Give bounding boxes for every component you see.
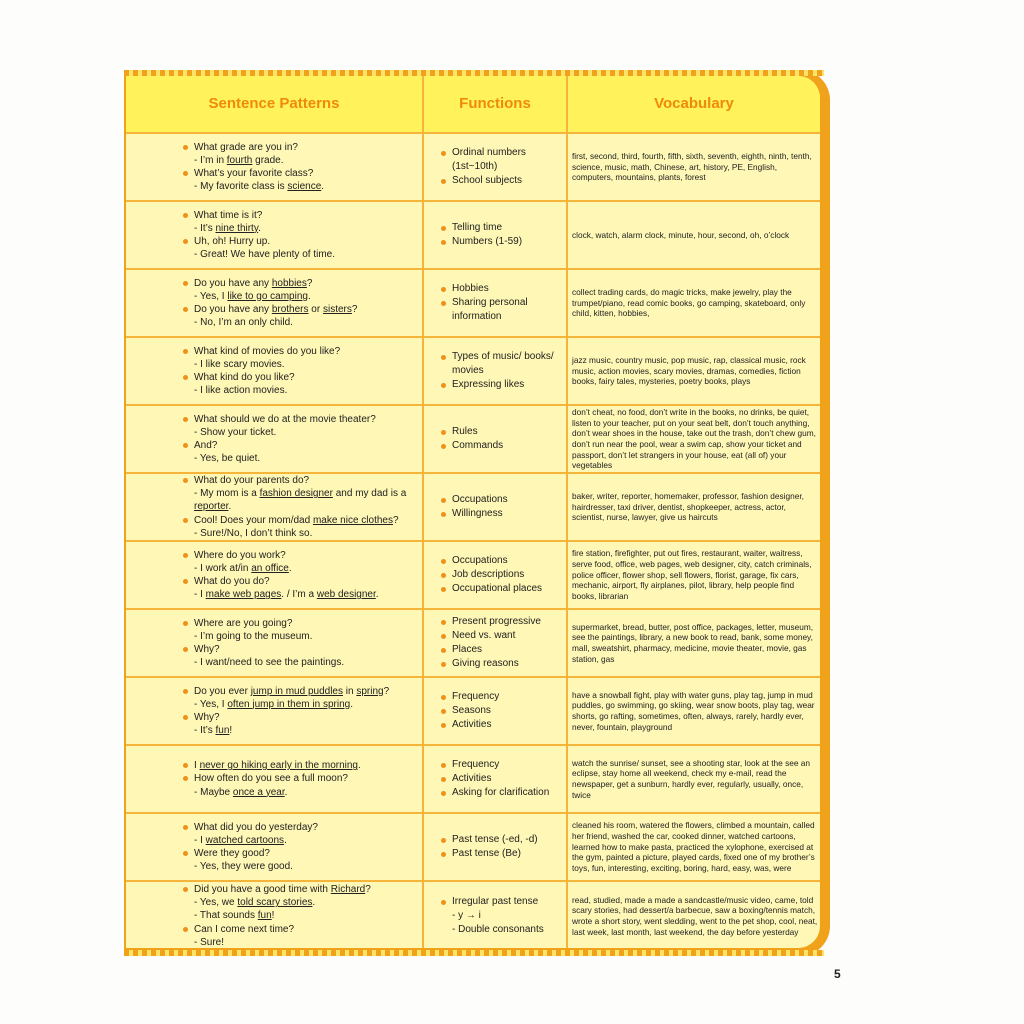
table-body — [126, 134, 820, 948]
table-header — [126, 76, 820, 134]
pattern-text: Why? — [194, 644, 220, 655]
function-item: Need vs. want — [440, 629, 568, 643]
pattern-answer — [182, 487, 422, 500]
underlined-term: science — [287, 181, 322, 193]
pattern-text: . — [312, 897, 316, 909]
pattern-text: What kind of movies do you like? — [194, 345, 341, 357]
pattern-text: Cool! Does your mom/dad — [194, 514, 313, 526]
pattern-text: ! — [229, 725, 233, 737]
vocabulary-cell — [572, 882, 818, 948]
function-item: Past tense (Be) — [440, 847, 568, 861]
pattern-text: - I’m going to the museum. — [194, 630, 313, 642]
pattern-question — [182, 514, 422, 527]
pattern-text: Can I come next time? — [194, 923, 295, 935]
table-row — [126, 542, 820, 610]
sentence-patterns-cell — [182, 814, 422, 880]
pattern-answer — [182, 154, 422, 167]
header-vocabulary: Vocabulary — [654, 95, 734, 112]
underlined-term: nine thirty — [215, 222, 259, 234]
function-item: Past tense (-ed, -d) — [440, 833, 568, 847]
pattern-text: - My mom is a — [194, 488, 260, 500]
function-item: Numbers (1-59) — [440, 235, 568, 249]
pattern-text: Do you ever — [194, 685, 251, 697]
underlined-term: Richard — [330, 883, 366, 895]
function-item: Activities — [440, 772, 568, 786]
pattern-question — [182, 209, 422, 222]
function-item: Expressing likes — [440, 378, 568, 392]
function-item: Willingness — [440, 507, 568, 521]
pattern-question — [182, 413, 422, 426]
pattern-answer — [182, 452, 422, 465]
pattern-question — [182, 711, 422, 724]
pattern-text: What do your parents do? — [194, 475, 310, 486]
pattern-answer — [182, 630, 422, 643]
pattern-text: ! — [271, 910, 275, 922]
pattern-question — [182, 474, 422, 487]
functions-cell — [440, 814, 568, 880]
pattern-text: - Yes, I — [194, 290, 228, 302]
vocabulary-text: read, studied, made a made a sandcastle/music video, came, told scary stories, had dessert/a barbecue, saw a boxing/tennis match, wrote a short story, went sledding, went to the pet shop, cool, neat, last week, last month, last weekend, the day before yesterday — [572, 894, 818, 937]
pattern-text: - No, I’m an only child. — [194, 317, 293, 329]
pattern-text: in — [342, 685, 357, 697]
pattern-text: . — [228, 501, 232, 513]
underlined-term: make nice clothes — [312, 514, 393, 526]
underlined-term: hobbies — [271, 277, 307, 289]
table-row — [126, 678, 820, 746]
vocabulary-text: fire station, firefighter, put out fires, restaurant, waiter, waitress, serve food, office, web pages, web designer, city, catch criminals, police officer, flower shop, sell flowers, florist, garage, fix cars, mechanic, airport, fly airplanes, pilot, library, help people find books, librarian — [572, 548, 812, 602]
underlined-term: web designer — [316, 589, 376, 601]
pattern-question — [182, 167, 422, 180]
pattern-text: Do you have any — [194, 304, 272, 315]
pattern-text: and my dad is a — [332, 488, 407, 500]
function-item: Asking for clarification — [440, 786, 568, 800]
pattern-answer — [182, 909, 422, 922]
function-item: Ordinal numbers — [440, 146, 568, 160]
underlined-term: sisters — [322, 304, 352, 315]
vocabulary-cell — [572, 270, 818, 336]
pattern-question — [182, 371, 422, 384]
underlined-term: fourth — [226, 154, 253, 166]
pattern-text: What did you do yesterday? — [194, 821, 318, 833]
pattern-text: - Maybe — [194, 786, 233, 798]
pattern-text: - I like scary movies. — [194, 358, 285, 370]
functions-cell — [440, 542, 568, 608]
table-row — [126, 814, 820, 882]
pattern-text: Were they good? — [194, 848, 270, 859]
pattern-text: ? — [306, 277, 313, 289]
vocabulary-cell — [572, 406, 818, 472]
vocabulary-text: watch the sunrise/ sunset, see a shooting star, look at the see an eclipse, stay home all weekend, check my e-mail, read the newspaper, get a sunburn, hardly ever, regularly, usually, once, twice — [572, 757, 810, 800]
vocabulary-text: first, second, third, fourth, fifth, sixth, seventh, eighth, ninth, tenth, science, music, math, Chinese, art, history, PE, English, computers, mountains, plants, forest — [572, 150, 812, 183]
pattern-question — [182, 685, 422, 698]
pattern-text: I — [194, 760, 200, 772]
pattern-text: . — [284, 786, 288, 798]
underlined-term: make web pages — [205, 589, 282, 601]
function-item: - Double consonants — [452, 924, 544, 936]
pattern-text: or — [308, 304, 323, 315]
pattern-text: ? — [393, 514, 399, 526]
pattern-answer — [182, 562, 422, 575]
pattern-text: Do you have any — [194, 277, 272, 289]
vocabulary-cell — [572, 610, 818, 676]
pattern-text: - I’m in — [194, 154, 227, 166]
pattern-answer — [182, 500, 422, 513]
pattern-text: What’s your favorite class? — [194, 168, 314, 179]
underlined-term: watched cartoons — [205, 834, 285, 846]
pattern-text: What should we do at the movie theater? — [194, 413, 376, 425]
function-item: Commands — [440, 439, 568, 453]
table-row — [126, 882, 820, 948]
pattern-answer — [182, 316, 422, 329]
underlined-term: reporter — [194, 501, 229, 513]
pattern-text: - I like action movies. — [194, 385, 288, 397]
table-row — [126, 134, 820, 202]
pattern-question — [182, 141, 422, 154]
pattern-answer — [182, 222, 422, 235]
pattern-text: . — [288, 562, 292, 574]
pattern-answer — [182, 527, 422, 540]
pattern-answer — [182, 358, 422, 371]
pattern-text: Did you have a good time with — [194, 883, 331, 895]
pattern-answer — [182, 180, 422, 193]
function-item: Places — [440, 643, 568, 657]
pattern-text: . — [284, 834, 287, 846]
pattern-text: ? — [365, 883, 371, 895]
function-item: Occupations — [440, 554, 568, 568]
function-item: Frequency — [440, 758, 568, 772]
pattern-question — [182, 345, 422, 358]
pattern-text: Where do you work? — [194, 549, 286, 561]
table-row — [126, 406, 820, 474]
table-row — [126, 338, 820, 406]
functions-cell — [440, 474, 568, 540]
pattern-text: - Sure! — [194, 936, 225, 948]
sentence-patterns-cell — [182, 134, 422, 200]
function-item: Present progressive — [440, 615, 568, 629]
function-item: movies — [452, 364, 484, 376]
underlined-term: fun — [257, 910, 272, 922]
pattern-text: - Yes, I — [194, 698, 228, 710]
functions-cell — [440, 338, 568, 404]
pattern-question — [182, 643, 422, 656]
underlined-term: once a year — [232, 786, 285, 798]
pattern-text: . — [350, 698, 353, 710]
pattern-text: - My favorite class is — [194, 181, 288, 193]
sentence-patterns-cell — [182, 542, 422, 608]
functions-cell — [440, 678, 568, 744]
pattern-text: . / I’m a — [281, 589, 317, 601]
underlined-term: often jump in them in spring — [227, 698, 351, 710]
function-item: School subjects — [440, 174, 568, 188]
pattern-text: How often do you see a full moon? — [194, 773, 348, 785]
pattern-question — [182, 923, 422, 936]
column-divider — [422, 76, 424, 948]
vocabulary-cell — [572, 542, 818, 608]
pattern-text: - Yes, be quiet. — [194, 453, 261, 465]
vocabulary-text: jazz music, country music, pop music, rap, classical music, rock music, action movies, scary movies, dramas, comedies, fiction books, fairy tales, mysteries, poetry books, plays — [572, 354, 806, 387]
pattern-answer — [182, 834, 422, 847]
function-item: Hobbies — [440, 282, 568, 296]
pattern-question — [182, 575, 422, 588]
function-item: Types of music/ books/ — [440, 350, 568, 364]
pattern-text: Uh, oh! Hurry up. — [194, 236, 271, 247]
pattern-text: - Yes, we — [194, 897, 238, 909]
vocabulary-cell — [572, 746, 818, 812]
pattern-question — [182, 883, 422, 896]
pattern-question — [182, 821, 422, 834]
pattern-text: And? — [194, 440, 218, 451]
function-item: (1st~10th) — [452, 160, 498, 172]
sentence-patterns-cell — [182, 202, 422, 268]
function-item: Seasons — [440, 704, 568, 718]
sentence-patterns-cell — [182, 678, 422, 744]
function-item: information — [452, 311, 502, 323]
vocabulary-cell — [572, 474, 818, 540]
underlined-term: brothers — [271, 304, 309, 315]
pattern-question — [182, 617, 422, 630]
underlined-term: an office — [251, 562, 289, 574]
function-item: Giving reasons — [440, 657, 568, 671]
functions-cell — [440, 202, 568, 268]
pattern-question — [182, 759, 422, 772]
pattern-text: - I — [194, 589, 206, 601]
pattern-text: ? — [383, 685, 390, 697]
vocabulary-text: have a snowball fight, play with water guns, play tag, jump in mud puddles, go swimming, go skiing, wear snow boots, play tag, wear shorts, go rafting, sometimes, often, always, rarely, hardly ever, never, fountain, playground — [572, 689, 815, 732]
table-row — [126, 202, 820, 270]
pattern-question — [182, 439, 422, 452]
pattern-answer — [182, 588, 422, 601]
header-sentence-patterns: Sentence Patterns — [208, 95, 340, 112]
function-item: - y → i — [452, 909, 481, 921]
pattern-answer — [182, 656, 422, 669]
pattern-text: . — [307, 290, 311, 302]
pattern-text: . — [375, 589, 379, 601]
pattern-text: - It’s — [194, 725, 216, 737]
pattern-text: Where are you going? — [194, 617, 293, 629]
pattern-text: . — [358, 760, 361, 772]
sentence-patterns-cell — [182, 746, 422, 812]
pattern-answer — [182, 724, 422, 737]
table-row — [126, 270, 820, 338]
pattern-answer — [182, 860, 422, 873]
functions-cell — [440, 270, 568, 336]
pattern-question — [182, 277, 422, 290]
function-item: Job descriptions — [440, 568, 568, 582]
header-functions: Functions — [459, 95, 531, 112]
column-divider — [566, 76, 568, 948]
underlined-term: fun — [215, 725, 230, 737]
pattern-text: - Yes, they were good. — [194, 861, 293, 873]
pattern-text: grade. — [252, 154, 284, 166]
vocabulary-cell — [572, 678, 818, 744]
pattern-text: - That sounds — [194, 910, 258, 922]
table-frame — [124, 70, 830, 956]
pattern-question — [182, 847, 422, 860]
vocabulary-text: baker, writer, reporter, homemaker, professor, fashion designer, hairdresser, taxi driver, dentist, shopkeeper, actress, actor, scientist, nurse, lawyer, give us haircuts — [572, 490, 804, 523]
pattern-text: What kind do you like? — [194, 372, 295, 383]
pattern-answer — [182, 426, 422, 439]
pattern-text: - Sure!/No, I don’t think so. — [194, 527, 313, 539]
pattern-text: - I work at/in — [194, 562, 252, 574]
functions-cell — [440, 746, 568, 812]
pattern-question — [182, 772, 422, 785]
functions-cell — [440, 406, 568, 472]
table-row — [126, 746, 820, 814]
pattern-text: . — [321, 181, 325, 193]
sentence-patterns-cell — [182, 338, 422, 404]
pattern-text: ? — [351, 304, 358, 315]
function-item: Occupational places — [440, 582, 568, 596]
vocabulary-cell — [572, 134, 818, 200]
sentence-patterns-cell — [182, 474, 422, 540]
pattern-text: - Show your ticket. — [194, 426, 277, 438]
sentence-patterns-cell — [182, 610, 422, 676]
vocabulary-text: collect trading cards, do magic tricks, make jewelry, play the trumpet/piano, read comic books, go camping, skateboard, only child, kitten, hobbies, — [572, 286, 806, 319]
pattern-text: - Great! We have plenty of time. — [194, 249, 335, 261]
function-item: Sharing personal — [440, 296, 568, 310]
pattern-text: Why? — [194, 712, 220, 723]
vocabulary-text: supermarket, bread, butter, post office, packages, letter, museum, see the paintings, library, a new book to read, bank, some money, mall, sweatshirt, pharmacy, medicine, movie theater, movie, gas station, gas — [572, 621, 814, 664]
underlined-term: spring — [356, 685, 384, 697]
function-item: Rules — [440, 425, 568, 439]
function-item: Telling time — [440, 221, 568, 235]
pattern-answer — [182, 290, 422, 303]
sentence-patterns-cell — [182, 882, 422, 948]
pattern-text: . — [258, 222, 261, 234]
function-item: Irregular past tense — [440, 895, 568, 909]
table-row — [126, 474, 820, 542]
pattern-question — [182, 303, 422, 316]
pattern-answer — [182, 384, 422, 397]
pattern-text: - I — [194, 834, 206, 846]
pattern-text: What do you do? — [194, 576, 270, 587]
vocabulary-text: clock, watch, alarm clock, minute, hour, second, oh, o’clock — [572, 229, 790, 240]
pattern-question — [182, 235, 422, 248]
underlined-term: fashion designer — [259, 488, 333, 500]
sentence-patterns-cell — [182, 270, 422, 336]
underlined-term: like to go camping — [227, 290, 308, 302]
pattern-answer — [182, 936, 422, 948]
sentence-patterns-cell — [182, 406, 422, 472]
vocabulary-text: cleaned his room, watered the flowers, climbed a mountain, called her friend, washed the car, cooked dinner, watched cartoons, learned how to make pasta, practiced the xylophone, exercised at the gym, painted a picture, played cards, fixed one of my brother’s toys, fun, interesting, exciting, boring, hard, easy, was, were — [572, 820, 815, 874]
function-item: Frequency — [440, 690, 568, 704]
function-item: Occupations — [440, 493, 568, 507]
underlined-term: told scary stories — [237, 897, 313, 909]
pattern-text: What grade are you in? — [194, 141, 298, 153]
pattern-text: - It’s — [194, 222, 216, 234]
table-row — [126, 610, 820, 678]
functions-cell — [440, 882, 568, 948]
vocabulary-text: don’t cheat, no food, don’t write in the books, no drinks, be quiet, listen to your teacher, put on your seat belt, don’t touch anything, don’t wear shoes in the house, take out the trash, don’t chew gum, don’t run near the pool, wear a swim cap, show your ticket and passport, don’t let strangers in your house, eat (all of) your vegetables — [572, 406, 816, 471]
function-item: Activities — [440, 718, 568, 732]
underlined-term: jump in mud puddles — [250, 685, 343, 697]
vocabulary-cell — [572, 814, 818, 880]
underlined-term: never go hiking early in the morning — [199, 760, 358, 772]
page-number: 5 — [834, 967, 841, 981]
curriculum-table — [126, 76, 820, 948]
functions-cell — [440, 610, 568, 676]
pattern-answer — [182, 698, 422, 711]
functions-cell — [440, 134, 568, 200]
pattern-answer — [182, 896, 422, 909]
pattern-question — [182, 549, 422, 562]
vocabulary-cell — [572, 202, 818, 268]
vocabulary-cell — [572, 338, 818, 404]
pattern-answer — [182, 786, 422, 799]
pattern-text: - I want/need to see the paintings. — [194, 657, 345, 669]
decorative-dashed-border-bottom — [124, 950, 824, 956]
pattern-text: What time is it? — [194, 209, 263, 221]
pattern-answer — [182, 248, 422, 261]
